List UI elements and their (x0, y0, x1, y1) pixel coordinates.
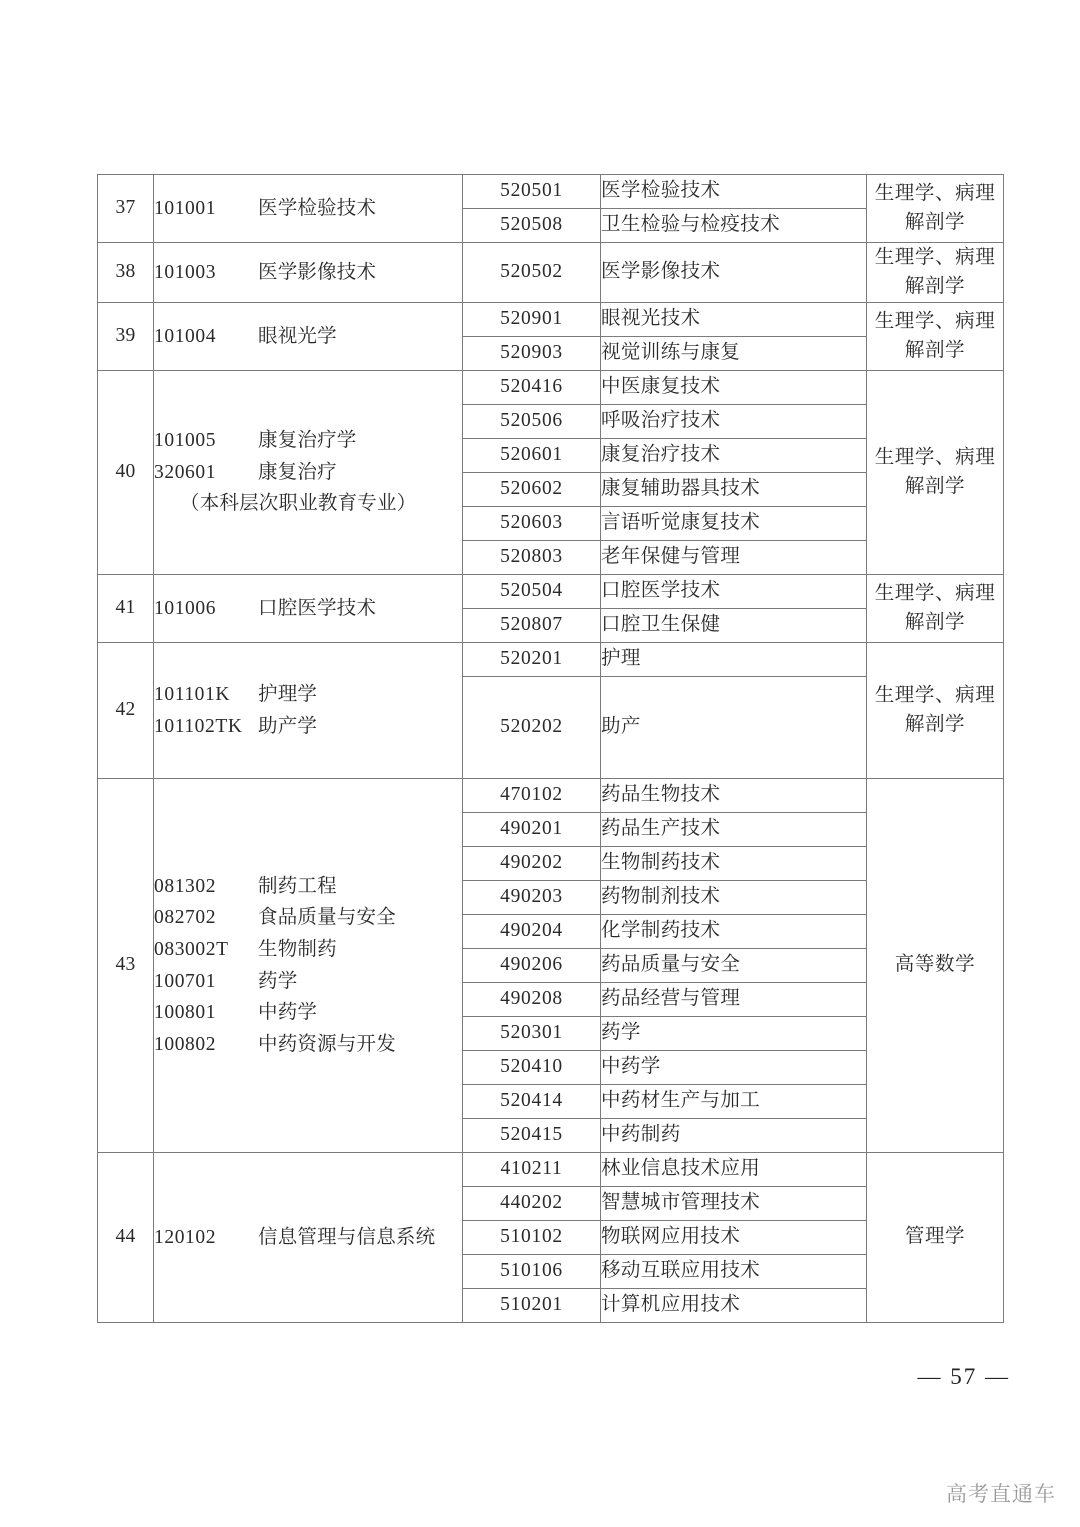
major-entry (154, 1222, 462, 1254)
major-entry (154, 321, 462, 353)
specialty-code: 520415 (463, 1119, 601, 1153)
undergraduate-major-cell (154, 1153, 463, 1323)
major-name: 助产学 (258, 715, 318, 737)
major-name: 中药资源与开发 (258, 1033, 396, 1055)
undergraduate-major-cell (154, 371, 463, 575)
specialty-name: 物联网应用技术 (601, 1221, 867, 1255)
specialty-code: 520501 (463, 175, 601, 209)
specialty-name: 卫生检验与检疫技术 (601, 209, 867, 243)
exam-subject: 生理学、病理解剖学 (867, 303, 1004, 371)
specialty-code: 520410 (463, 1051, 601, 1085)
specialty-name: 呼吸治疗技术 (601, 405, 867, 439)
specialty-name: 中医康复技术 (601, 371, 867, 405)
major-note: （本科层次职业教育专业） (180, 493, 417, 515)
specialty-code: 410211 (463, 1153, 601, 1187)
exam-subject: 生理学、病理解剖学 (867, 175, 1004, 243)
specialty-code: 520502 (463, 243, 601, 303)
specialty-name: 移动互联应用技术 (601, 1255, 867, 1289)
specialty-code: 490202 (463, 847, 601, 881)
row-serial-number: 39 (98, 303, 154, 371)
specialty-name: 中药材生产与加工 (601, 1085, 867, 1119)
major-code: 120102 (154, 1226, 217, 1248)
major-code: 100801 (154, 1002, 217, 1024)
major-code: 100802 (154, 1033, 217, 1055)
row-serial-number: 42 (98, 643, 154, 779)
major-entry (154, 425, 462, 457)
row-serial-number: 44 (98, 1153, 154, 1323)
undergraduate-major-cell (154, 779, 463, 1153)
major-name: 药学 (258, 970, 298, 992)
specialty-name: 康复辅助器具技术 (601, 473, 867, 507)
exam-subject: 管理学 (867, 1153, 1004, 1323)
specialty-name: 林业信息技术应用 (601, 1153, 867, 1187)
major-entry (154, 257, 462, 289)
specialty-code: 510106 (463, 1255, 601, 1289)
specialty-code: 440202 (463, 1187, 601, 1221)
specialty-code: 520603 (463, 507, 601, 541)
major-code: 081302 (154, 875, 217, 897)
table-row (98, 779, 1004, 813)
major-code: 101005 (154, 430, 217, 452)
specialty-code: 520504 (463, 575, 601, 609)
undergraduate-major-cell (154, 175, 463, 243)
major-entry (154, 193, 462, 225)
specialty-code: 470102 (463, 779, 601, 813)
specialty-name: 口腔卫生保健 (601, 609, 867, 643)
major-code: 083002T (154, 938, 229, 960)
watermark: 高考直通车 (946, 1483, 1056, 1506)
major-entry (154, 679, 462, 711)
major-entry (154, 966, 462, 998)
specialty-name: 护理 (601, 643, 867, 677)
table-row (98, 303, 1004, 337)
undergraduate-major-cell (154, 643, 463, 779)
specialty-code: 520416 (463, 371, 601, 405)
specialty-code: 520508 (463, 209, 601, 243)
specialty-name: 中药制药 (601, 1119, 867, 1153)
row-serial-number: 38 (98, 243, 154, 303)
major-entry (154, 711, 462, 743)
specialty-code: 490206 (463, 949, 601, 983)
row-serial-number: 41 (98, 575, 154, 643)
major-entry (154, 871, 462, 903)
specialty-code: 510102 (463, 1221, 601, 1255)
major-name: 口腔医学技术 (258, 597, 377, 619)
specialty-name: 生物制药技术 (601, 847, 867, 881)
specialty-name: 医学检验技术 (601, 175, 867, 209)
major-name: 食品质量与安全 (258, 907, 396, 929)
undergraduate-major-cell (154, 243, 463, 303)
table-row (98, 175, 1004, 209)
exam-subject: 生理学、病理解剖学 (867, 575, 1004, 643)
undergraduate-major-cell (154, 575, 463, 643)
specialty-code: 520506 (463, 405, 601, 439)
table-body (98, 175, 1004, 1323)
major-name: 中药学 (258, 1002, 318, 1024)
row-serial-number: 43 (98, 779, 154, 1153)
page-number: — 57 — (917, 1364, 1010, 1389)
table-row (98, 243, 1004, 303)
major-code: 101101K (154, 683, 231, 705)
specialty-code: 520201 (463, 643, 601, 677)
specialty-code: 520601 (463, 439, 601, 473)
major-name: 医学影像技术 (258, 261, 377, 283)
specialty-name: 助产 (601, 677, 867, 779)
major-entry (154, 934, 462, 966)
specialty-code: 490201 (463, 813, 601, 847)
specialty-code: 520803 (463, 541, 601, 575)
specialty-name: 视觉训练与康复 (601, 337, 867, 371)
specialty-code: 510201 (463, 1289, 601, 1323)
major-code: 101001 (154, 197, 217, 219)
exam-subject: 生理学、病理解剖学 (867, 371, 1004, 575)
major-name: 制药工程 (258, 875, 337, 897)
table-row (98, 371, 1004, 405)
major-code: 320601 (154, 461, 217, 483)
specialty-name: 言语听觉康复技术 (601, 507, 867, 541)
specialty-name: 化学制药技术 (601, 915, 867, 949)
table-row (98, 643, 1004, 677)
row-serial-number: 37 (98, 175, 154, 243)
major-entry (154, 997, 462, 1029)
specialty-name: 眼视光技术 (601, 303, 867, 337)
specialty-name: 药品生产技术 (601, 813, 867, 847)
specialty-code: 520301 (463, 1017, 601, 1051)
major-name: 生物制药 (258, 938, 337, 960)
specialty-name: 老年保健与管理 (601, 541, 867, 575)
specialty-name: 药品质量与安全 (601, 949, 867, 983)
exam-subject: 生理学、病理解剖学 (867, 643, 1004, 779)
major-name: 医学检验技术 (258, 197, 377, 219)
specialty-name: 医学影像技术 (601, 243, 867, 303)
specialty-code: 520903 (463, 337, 601, 371)
major-code: 101006 (154, 597, 217, 619)
specialty-name: 药品经营与管理 (601, 983, 867, 1017)
major-code: 101102TK (154, 715, 243, 737)
major-name: 康复治疗 (258, 461, 337, 483)
specialty-name: 康复治疗技术 (601, 439, 867, 473)
undergraduate-major-cell (154, 303, 463, 371)
specialty-code: 520414 (463, 1085, 601, 1119)
major-code: 100701 (154, 970, 217, 992)
major-specialty-table-wrapper (97, 174, 1003, 1323)
major-entry (154, 457, 462, 489)
major-entry (154, 593, 462, 625)
major-entry (154, 1029, 462, 1061)
major-name: 护理学 (258, 683, 318, 705)
major-name: 眼视光学 (258, 325, 337, 347)
specialty-code: 490208 (463, 983, 601, 1017)
specialty-name: 计算机应用技术 (601, 1289, 867, 1323)
major-name: 康复治疗学 (258, 430, 357, 452)
specialty-name: 口腔医学技术 (601, 575, 867, 609)
specialty-code: 520901 (463, 303, 601, 337)
major-specialty-table (97, 174, 1004, 1323)
table-row (98, 1153, 1004, 1187)
specialty-code: 520202 (463, 677, 601, 779)
specialty-name: 药品生物技术 (601, 779, 867, 813)
table-row (98, 575, 1004, 609)
major-entry (154, 902, 462, 934)
major-code: 101004 (154, 325, 217, 347)
major-code: 082702 (154, 907, 217, 929)
exam-subject: 高等数学 (867, 779, 1004, 1153)
major-name: 信息管理与信息系统 (258, 1226, 436, 1248)
specialty-code: 490203 (463, 881, 601, 915)
specialty-code: 520807 (463, 609, 601, 643)
specialty-name: 中药学 (601, 1051, 867, 1085)
major-code: 101003 (154, 261, 217, 283)
specialty-name: 药学 (601, 1017, 867, 1051)
specialty-name: 药物制剂技术 (601, 881, 867, 915)
exam-subject: 生理学、病理解剖学 (867, 243, 1004, 303)
specialty-code: 490204 (463, 915, 601, 949)
specialty-code: 520602 (463, 473, 601, 507)
row-serial-number: 40 (98, 371, 154, 575)
specialty-name: 智慧城市管理技术 (601, 1187, 867, 1221)
